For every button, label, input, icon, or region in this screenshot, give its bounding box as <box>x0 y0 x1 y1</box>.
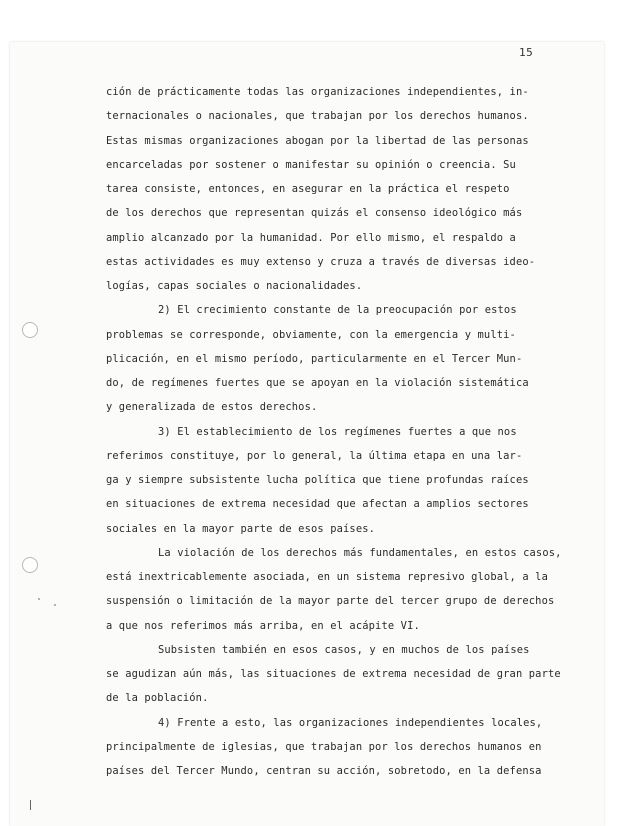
text-line: La violación de los derechos más fundamentales, en estos casos, <box>158 546 562 559</box>
text-line: tarea consiste, entonces, en asegurar en la práctica el respeto <box>106 183 510 195</box>
punch-hole-top <box>22 322 38 338</box>
text-line: Subsisten también en esos casos, y en muchos de los países <box>158 643 530 656</box>
text-line: ción de prácticamente todas las organizaciones independientes, in- <box>106 86 529 98</box>
text-line: en situaciones de extrema necesidad que afectan a amplios sectores <box>106 498 529 511</box>
text-line: está inextricablemente asociada, en un sistema represivo global, a la <box>106 571 548 583</box>
text-line: suspensión o limitación de la mayor parte del tercer grupo de derechos <box>106 595 555 608</box>
text-line: países del Tercer Mundo, centran su acción, sobretodo, en la defensa <box>106 765 542 777</box>
text-line: problemas se corresponde, obviamente, con la emergencia y multi- <box>106 328 516 341</box>
text-line: 3) El establecimiento de los regímenes fuertes a que nos <box>158 425 517 438</box>
text-line: sociales en la mayor parte de esos países. <box>106 522 376 535</box>
body-text <box>106 80 562 783</box>
text-line: principalmente de iglesias, que trabajan por los derechos humanos en <box>106 740 542 753</box>
text-line: de los derechos que representan quizás el consenso ideológico más <box>106 207 523 220</box>
margin-speck <box>38 598 40 600</box>
text-line: referimos constituye, por lo general, la última etapa en una lar- <box>106 449 523 462</box>
margin-mark <box>30 800 31 810</box>
text-line: do, de regímenes fuertes que se apoyan en la violación sistemática <box>106 377 529 389</box>
text-line: estas actividades es muy extenso y cruza a través de diversas ideo- <box>106 255 536 268</box>
text-line: 4) Frente a esto, las organizaciones independientes locales, <box>158 716 543 729</box>
text-line: se agudizan aún más, las situaciones de extrema necesidad de gran parte <box>106 668 561 680</box>
punch-hole-bottom <box>22 557 38 573</box>
text-line: plicación, en el mismo período, particularmente en el Tercer Mun- <box>106 352 523 365</box>
text-line: logías, capas sociales o nacionalidades. <box>106 280 363 292</box>
text-line: ga y siempre subsistente lucha política que tiene profundas raíces <box>106 474 529 486</box>
text-line: ternacionales o nacionales, que trabajan por los derechos humanos. <box>106 110 529 123</box>
text-line: encarceladas por sostener o manifestar su opinión o creencia. Su <box>106 158 516 171</box>
text-line: y generalizada de estos derechos. <box>106 401 318 414</box>
text-line: 2) El crecimiento constante de la preocupación por estos <box>158 304 517 317</box>
page-number: 15 <box>519 46 534 59</box>
margin-speck <box>54 604 56 606</box>
text-line: amplio alcanzado por la humanidad. Por ello mismo, el respaldo a <box>106 231 516 244</box>
text-line: de la población. <box>106 692 209 705</box>
text-line: Estas mismas organizaciones abogan por la libertad de las personas <box>106 134 529 147</box>
text-line: a que nos referimos más arriba, en el acápite VI. <box>106 619 420 632</box>
